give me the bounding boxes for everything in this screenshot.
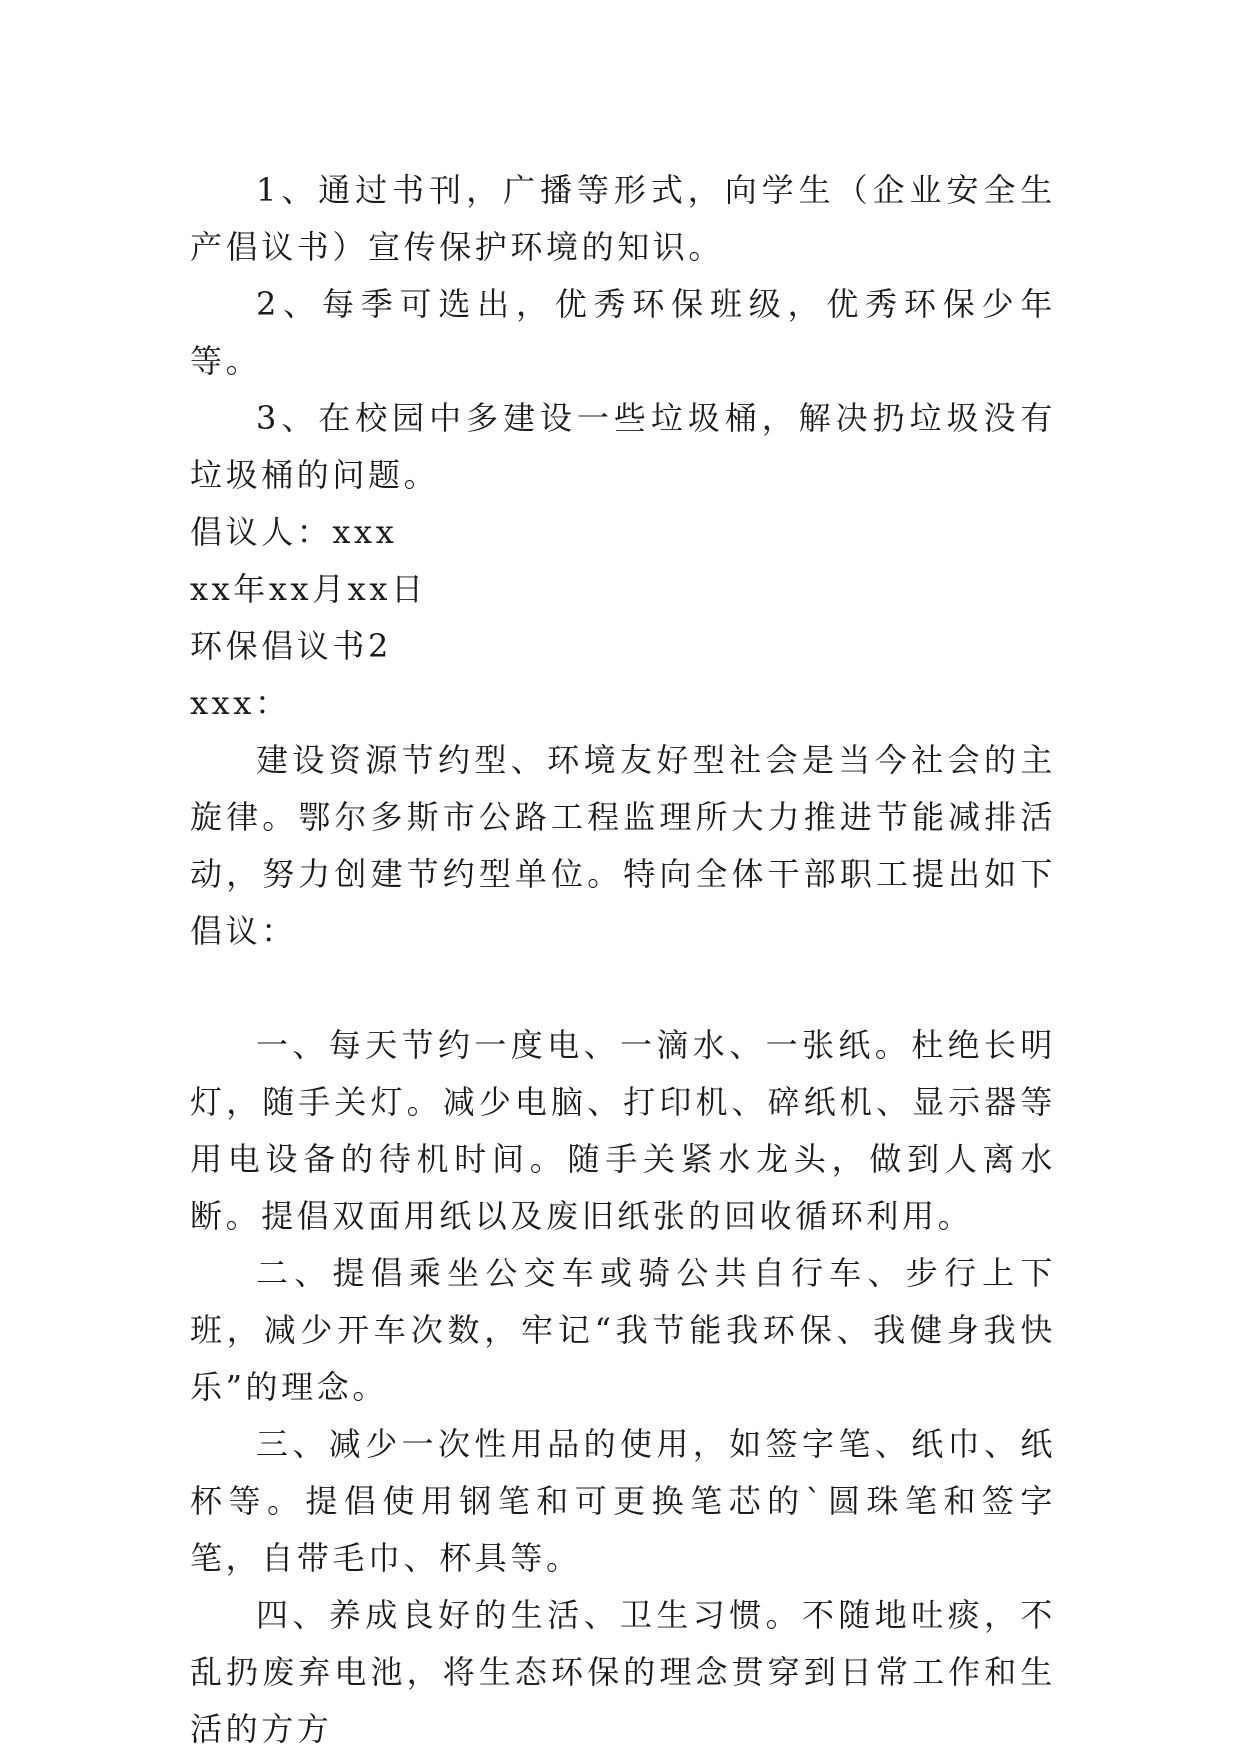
- salutation: xxx：: [190, 684, 291, 722]
- proposal-point-4: 四、养成良好的生活、卫生习惯。不随地吐痰，不乱扔废弃电池，将生态环保的理念贯穿到日常工作和生活的方方: [190, 1596, 1056, 1748]
- intro-paragraph: 建设资源节约型、环境友好型社会是当今社会的主旋律。鄂尔多斯市公路工程监理所大力推进节能减排活动，努力创建节约型单位。特向全体干部职工提出如下倡议：: [190, 741, 1056, 950]
- date-line: xx年xx月xx日: [190, 570, 427, 608]
- proposal-point-3: 三、减少一次性用品的使用，如签字笔、纸巾、纸杯等。提倡使用钢笔和可更换笔芯的`圆珠笔和签字笔，自带毛巾、杯具等。: [190, 1425, 1056, 1577]
- document-title-2: 环保倡议书2: [190, 627, 392, 665]
- list-item-3: 3、在校园中多建设一些垃圾桶，解决扔垃圾没有垃圾桶的问题。: [190, 399, 1056, 494]
- proposer-line: 倡议人：xxx: [190, 513, 398, 551]
- document-body: [190, 162, 1056, 1758]
- list-item-1: 1、通过书刊，广播等形式，向学生（企业安全生产倡议书）宣传保护环境的知识。: [190, 171, 1056, 266]
- list-item-2: 2、每季可选出，优秀环保班级，优秀环保少年等。: [190, 285, 1056, 380]
- proposal-point-2: 二、提倡乘坐公交车或骑公共自行车、步行上下班，减少开车次数，牢记“我节能我环保、我健身我快乐”的理念。: [190, 1254, 1056, 1406]
- proposal-point-1: 一、每天节约一度电、一滴水、一张纸。杜绝长明灯，随手关灯。减少电脑、打印机、碎纸机、显示器等用电设备的待机时间。随手关紧水龙头，做到人离水断。提倡双面用纸以及废旧纸张的回收循环利用。: [190, 1026, 1056, 1235]
- paragraph-spacer: [190, 960, 1056, 1017]
